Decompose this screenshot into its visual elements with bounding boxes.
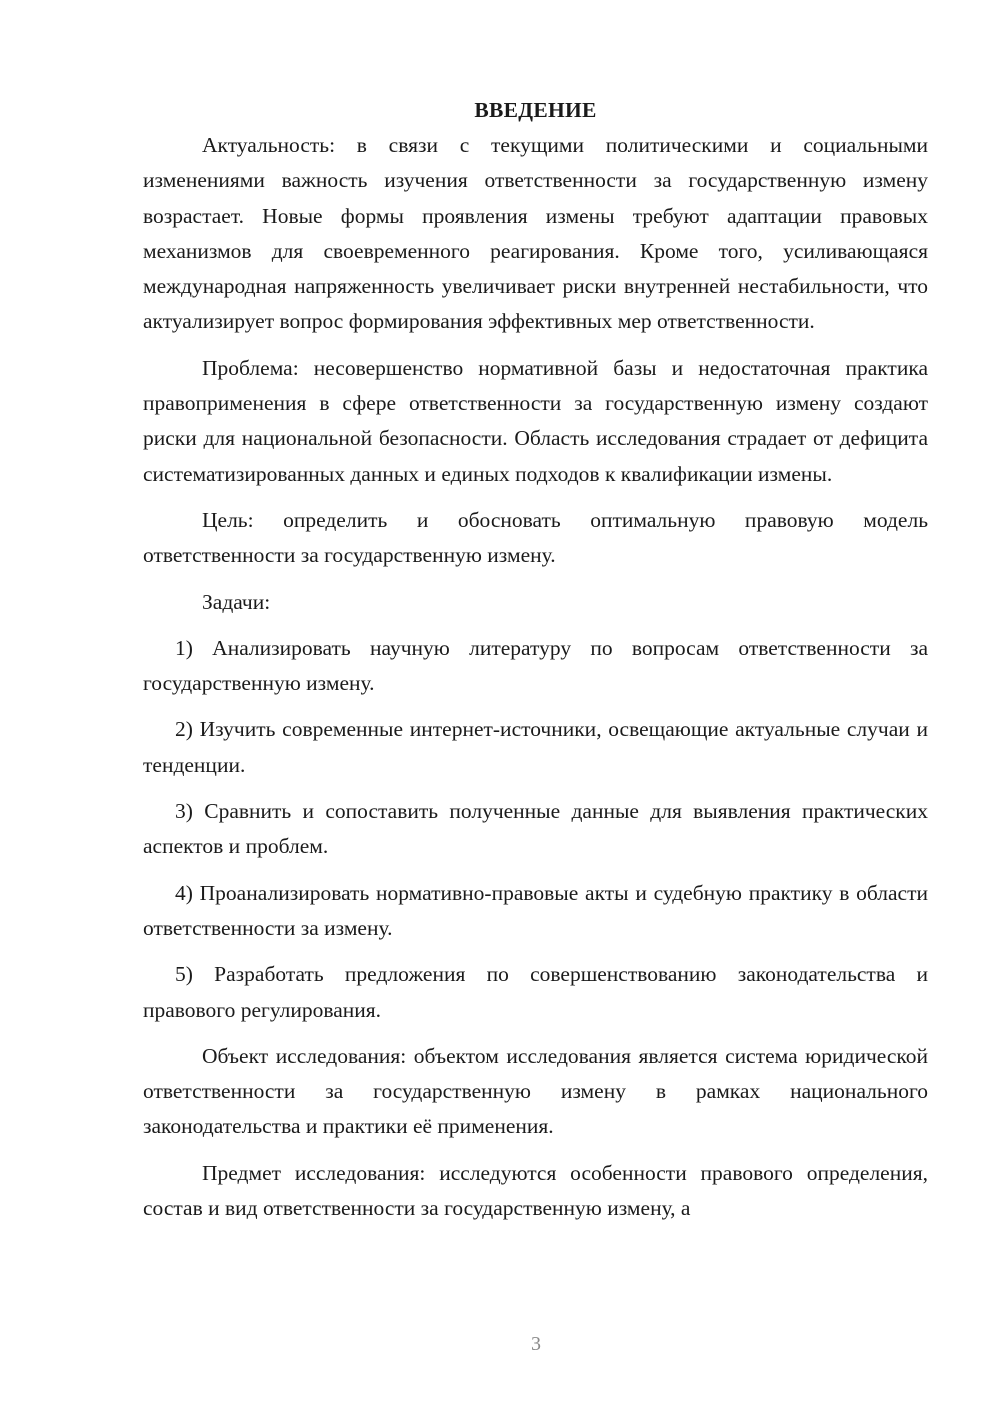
object-paragraph: Объект исследования: объектом исследования является система юридической ответственности за государственную измену в рамках национального законодательства и практики её применения. [143,1043,928,1139]
task-item: 2) Изучить современные интернет-источники, освещающие актуальные случаи и тенденции. [143,717,928,777]
task-item: 1) Анализировать научную литературу по вопросам ответственности за государственную измену. [143,635,928,696]
page-number: 3 [531,1333,541,1355]
section-heading: ВВЕДЕНИЕ [474,98,597,122]
relevance-paragraph: Актуальность: в связи с текущими политическими и социальными изменениями важность изучения ответственности за государственную измену возрастает. Новые формы проявления измены требуют адаптации правовых механизмов для своевременного реагирования. Кроме того, усиливающаяся международная напряженность увеличивает риски внутренней нестабильности, что актуализирует вопрос формирования эффективных мер ответственности. [143,133,928,334]
subject-paragraph: Предмет исследования: исследуются особенности правового определения, состав и вид ответственности за государственную измену, а [143,1160,928,1221]
tasks-heading: Задачи: [202,589,271,614]
tasks-list [143,631,928,1028]
goal-paragraph: Цель: определить и обосновать оптимальную правовую модель ответственности за государственную измену. [143,507,928,568]
task-item: 5) Разработать предложения по совершенствованию законодательства и правового регулирования. [143,962,928,1022]
task-item: 3) Сравнить и сопоставить полученные данные для выявления практических аспектов и проблем. [143,799,928,859]
page-content [143,93,928,1226]
problem-paragraph: Проблема: несовершенство нормативной базы и недостаточная практика правоприменения в сфере ответственности за государственную измену создают риски для национальной безопасности. Область исследования страдает от дефицита систематизированных данных и единых подходов к квалификации измены. [143,355,928,486]
task-item: 4) Проанализировать нормативно-правовые акты и судебную практику в области ответственности за измену. [143,880,928,940]
